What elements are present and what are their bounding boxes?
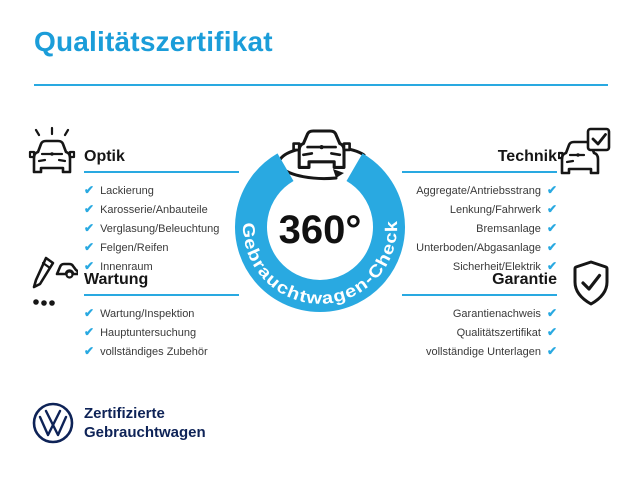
list-item-label: Bremsanlage xyxy=(476,223,541,235)
car-checkbox-icon xyxy=(558,127,612,179)
check-icon: ✔ xyxy=(546,240,557,254)
check-icon: ✔ xyxy=(546,221,557,235)
check-icon: ✔ xyxy=(84,259,95,273)
footer-brand-text xyxy=(84,404,206,442)
list-item-label: Lackierung xyxy=(100,185,154,197)
list-item-label: Wartung/Inspektion xyxy=(100,308,195,320)
check-icon: ✔ xyxy=(84,202,95,216)
list-item-label: Qualitätszertifikat xyxy=(456,327,541,339)
title-divider xyxy=(34,84,608,86)
list-item-label: vollständiges Zubehör xyxy=(100,346,208,358)
list-item-label: Unterboden/Abgasanlage xyxy=(416,242,541,254)
shield-check-icon xyxy=(568,258,614,312)
check-icon: ✔ xyxy=(546,183,557,197)
list-item-label: Lenkung/Fahrwerk xyxy=(449,204,541,216)
check-icon: ✔ xyxy=(546,344,557,358)
list-item-label: vollständige Unterlagen xyxy=(425,346,541,358)
footer-brand-line2: Gebrauchtwagen xyxy=(84,424,206,441)
ring-label: Gebrauchtwagen-Check xyxy=(238,221,402,308)
footer-brand-line1: Zertifizierte xyxy=(84,405,165,422)
section-technik-heading: Technik xyxy=(497,148,557,165)
list-item-label: Felgen/Reifen xyxy=(100,242,169,254)
check-icon: ✔ xyxy=(84,306,95,320)
check-icon: ✔ xyxy=(546,259,557,273)
page-title: Qualitätszertifikat xyxy=(34,26,273,57)
check-icon: ✔ xyxy=(84,240,95,254)
check-icon: ✔ xyxy=(546,306,557,320)
section-optik-heading: Optik xyxy=(84,148,125,165)
car-rotation-icon xyxy=(294,131,350,167)
check-icon: ✔ xyxy=(84,221,95,235)
list-item-label: Garantienachweis xyxy=(452,308,541,320)
check-icon: ✔ xyxy=(84,183,95,197)
check-icon: ✔ xyxy=(84,344,95,358)
section-wartung-heading: Wartung xyxy=(84,271,149,288)
degrees-label: 360° xyxy=(278,208,362,252)
check-icon: ✔ xyxy=(546,325,557,339)
list-item-label: Verglasung/Beleuchtung xyxy=(100,223,220,235)
list-item-label: Aggregate/Antriebsstrang xyxy=(416,185,541,197)
list-item-label: Karosserie/Anbauteile xyxy=(100,204,208,216)
list-item-label: Innenraum xyxy=(100,261,153,273)
vw-logo xyxy=(31,401,75,445)
list-item-label: Hauptuntersuchung xyxy=(100,327,197,339)
check-icon: ✔ xyxy=(84,325,95,339)
check-icon: ✔ xyxy=(546,202,557,216)
car-shine-icon xyxy=(26,126,78,178)
pencil-car-icon xyxy=(26,254,78,310)
center-ring-graphic xyxy=(210,105,430,350)
list-item-label: Sicherheit/Elektrik xyxy=(452,261,541,273)
section-garantie-heading: Garantie xyxy=(492,271,557,288)
